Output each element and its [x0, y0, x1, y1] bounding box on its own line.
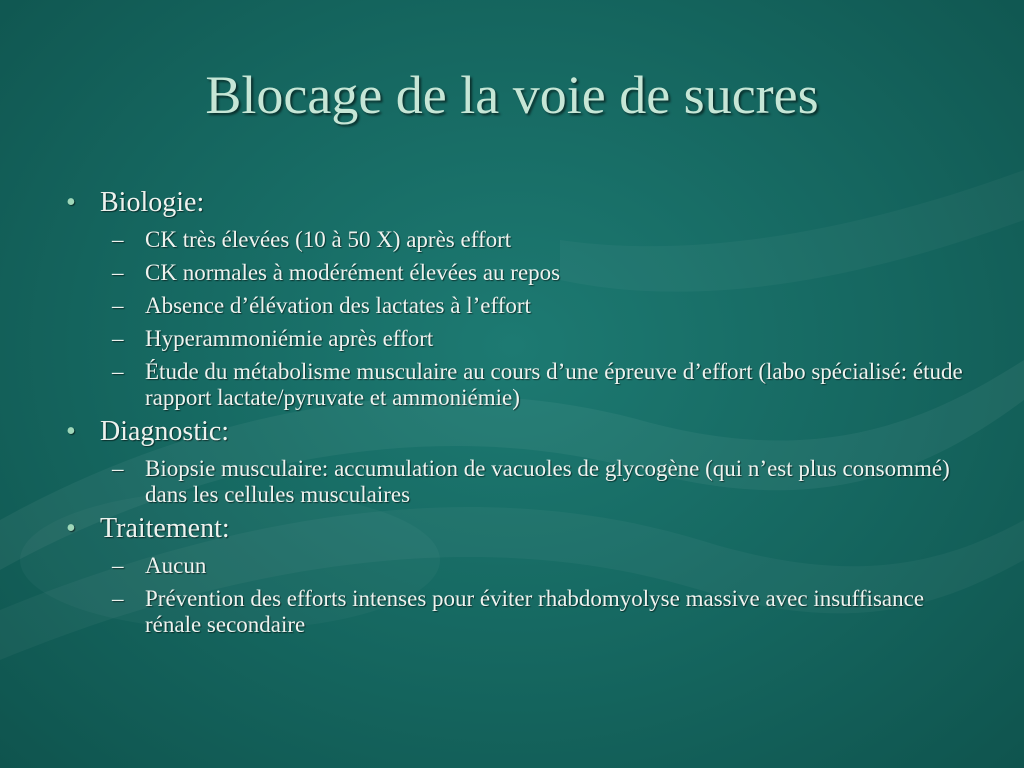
sub-bullet-text: Absence d’élévation des lactates à l’effort: [145, 293, 531, 318]
sub-bullet-text: Biopsie musculaire: accumulation de vacuoles de glycogène (qui n’est plus consommé) dans les cellules musculaires: [145, 456, 950, 507]
sub-bullet: [58, 293, 978, 319]
dash-icon: –: [112, 260, 124, 285]
bullet-label: Biologie:: [100, 187, 205, 218]
dash-icon: –: [112, 326, 124, 351]
bullet-icon: •: [66, 416, 76, 447]
sub-bullet-text: CK normales à modérément élevées au repos: [145, 260, 561, 285]
sub-bullet: [58, 227, 978, 253]
dash-icon: –: [112, 553, 124, 578]
sub-bullet: [58, 260, 978, 286]
bullet-label: Diagnostic:: [100, 416, 230, 447]
sub-bullet: [58, 359, 978, 411]
slide-title: Blocage de la voie de sucres: [205, 65, 819, 125]
slide-content: [58, 182, 978, 638]
dash-icon: –: [112, 456, 124, 481]
sub-bullet-text: Prévention des efforts intenses pour éviter rhabdomyolyse massive avec insuffisance rénale secondaire: [145, 586, 925, 637]
bullet-label: Traitement:: [100, 513, 230, 544]
sub-bullet: [58, 553, 978, 579]
bullet-diagnostic: [58, 415, 978, 449]
bullet-icon: •: [66, 513, 76, 544]
sub-bullet-text: Étude du métabolisme musculaire au cours d’une épreuve d’effort (labo spécialisé: étude rapport lactate/pyruvate et ammoniémie): [145, 359, 963, 410]
dash-icon: –: [112, 227, 124, 252]
sub-bullet: [58, 586, 978, 638]
dash-icon: –: [112, 359, 124, 384]
sub-bullet: [58, 456, 978, 508]
bullet-traitement: [58, 512, 978, 546]
sub-bullet-text: Aucun: [145, 553, 207, 578]
dash-icon: –: [112, 293, 124, 318]
bullet-biologie: [58, 186, 978, 220]
bullet-icon: •: [66, 187, 76, 218]
sub-bullet-text: CK très élevées (10 à 50 X) après effort: [145, 227, 512, 252]
sub-bullet-text: Hyperammoniémie après effort: [145, 326, 434, 351]
sub-bullet: [58, 326, 978, 352]
dash-icon: –: [112, 586, 124, 611]
